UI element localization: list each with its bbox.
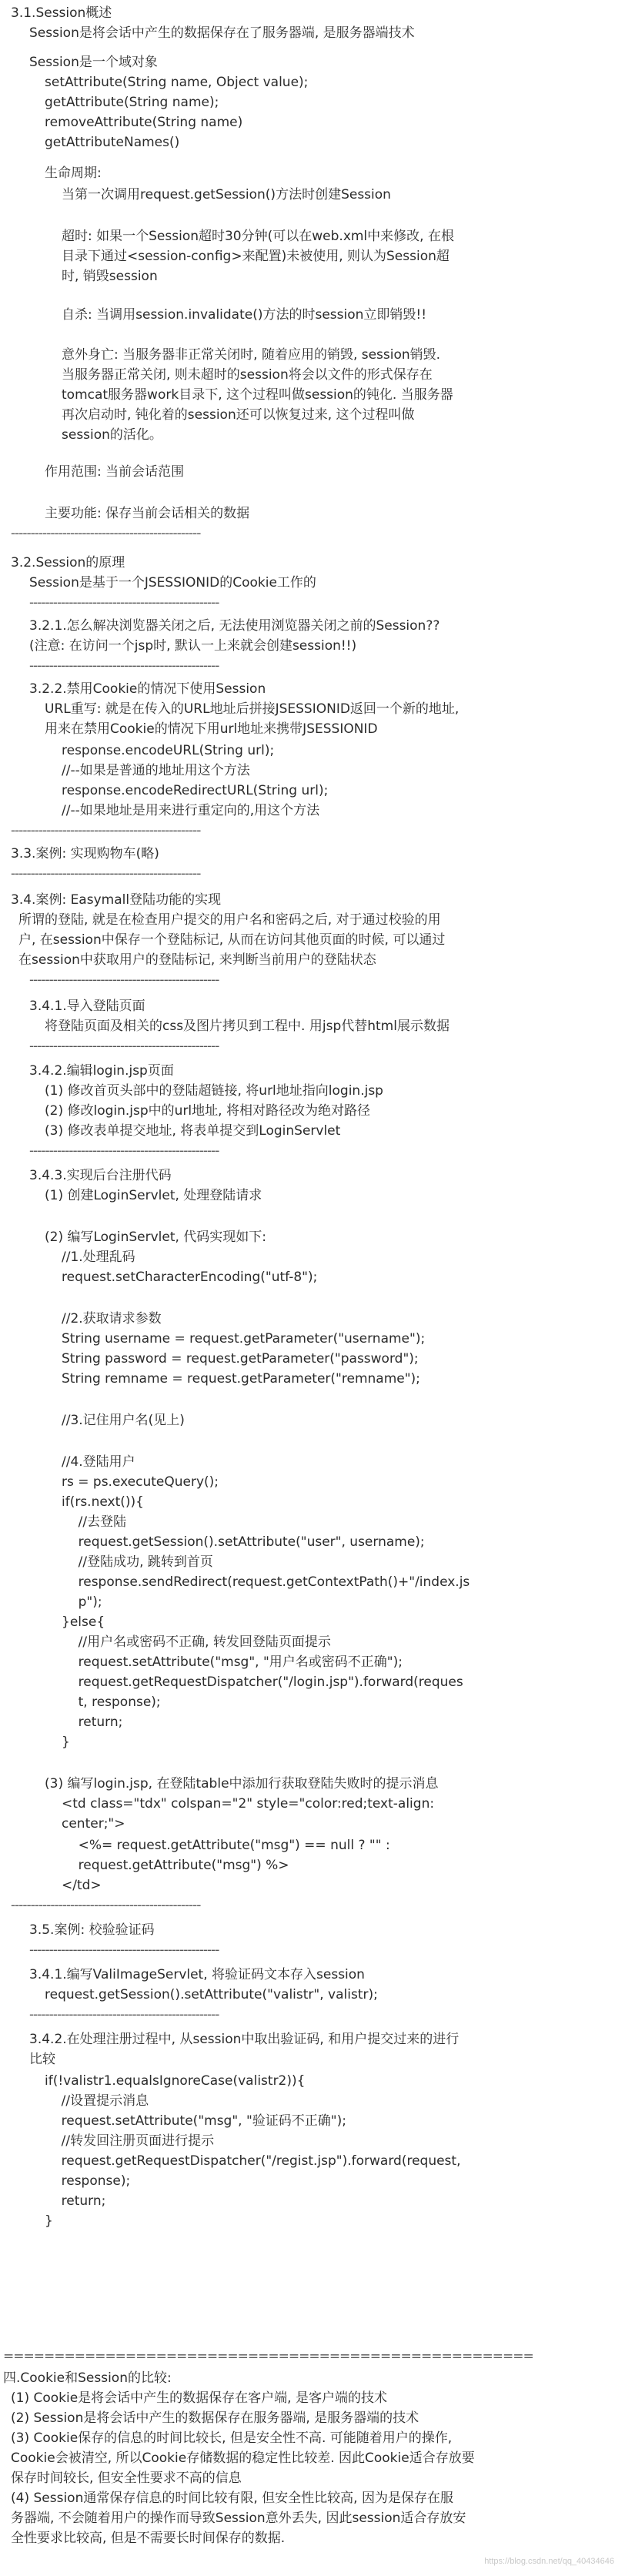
separator: ------------------------------------------------ [29, 658, 219, 674]
code-line: String password = request.getParameter("password"); [62, 1351, 419, 1367]
domain-object-heading: Session是一个域对象 [29, 55, 158, 70]
section-3-4-2-title: 3.4.2.编辑login.jsp页面 [29, 1063, 174, 1079]
step-line: (3) 编写login.jsp, 在登陆table中添加行获取登陆失败时的提示消息 [45, 1776, 439, 1791]
accident-line: tomcat服务器work目录下, 这个过程叫做session的钝化. 当服务器 [62, 387, 453, 403]
code-line: } [62, 1735, 70, 1750]
step-line: (2) 编写LoginServlet, 代码实现如下: [45, 1229, 267, 1245]
suicide-line: 自杀: 当调用session.invalidate()方法的时session立即销毁!! [62, 307, 427, 323]
method-line: getAttribute(String name); [45, 95, 219, 110]
code-line: }else{ [62, 1614, 105, 1630]
separator: ------------------------------------------------ [11, 866, 201, 882]
lifecycle-create: 当第一次调用request.getSession()方法时创建Session [62, 187, 391, 202]
code-line: //3.记住用户名(见上) [62, 1413, 185, 1428]
code-line: if(!valistr1.equalsIgnoreCase(valistr2)){ [45, 2073, 306, 2089]
timeout-line: 目录下通过<session-config>来配置)未被使用, 则认为Session超 [62, 249, 450, 264]
section-3-5-title: 3.5.案例: 校验验证码 [29, 1922, 155, 1938]
comparison-line: (1) Cookie是将会话中产生的数据保存在客户端, 是客户端的技术 [11, 2390, 387, 2406]
section-3-5-2-title: 比较 [29, 2052, 55, 2067]
code-line: //2.获取请求参数 [62, 1311, 162, 1326]
section-3-4-1-title: 3.4.1.导入登陆页面 [29, 999, 145, 1014]
encode-line: response.encodeRedirectURL(String url); [62, 783, 329, 798]
section-3-2-title: 3.2.Session的原理 [11, 555, 125, 570]
timeout-line: 超时: 如果一个Session超时30分钟(可以在web.xml中来修改, 在根 [62, 229, 454, 244]
code-line: request.setAttribute("msg", "验证码不正确"); [45, 2113, 346, 2129]
separator: ------------------------------------------------ [29, 972, 219, 988]
q321-note: (注意: 在访问一个jsp时, 默认一上来就会创建session!!) [29, 638, 357, 654]
code-line: request.setCharacterEncoding("utf-8"); [62, 1270, 318, 1285]
encode-line: //--如果地址是用来进行重定向的,用这个方法 [62, 803, 320, 818]
section-3-2-desc: Session是基于一个JSESSIONID的Cookie工作的 [29, 575, 316, 590]
separator: ------------------------------------------------ [29, 1942, 219, 1958]
accident-line: 再次启动时, 钝化着的session还可以恢复过来, 这个过程叫做 [62, 407, 415, 423]
comparison-line: Cookie会被清空, 所以Cookie存储数据的稳定性比较差. 因此Cookie适合存放要 [11, 2451, 475, 2466]
code-line: String remname = request.getParameter("remname"); [62, 1371, 420, 1387]
separator: ------------------------------------------------ [29, 1143, 219, 1159]
main-function-line: 主要功能: 保存当前会话相关的数据 [45, 506, 250, 521]
url-rewrite-line: 用来在禁用Cookie的情况下用url地址来携带JSESSIONID [45, 721, 378, 737]
accident-line: 意外身亡: 当服务器非正常关闭时, 随着应用的销毁, session销毁. [62, 347, 441, 363]
section-3-5-1-title: 3.4.1.编写ValiImageServlet, 将验证码文本存入session [29, 1967, 365, 1982]
timeout-line: 时, 销毁session [62, 269, 158, 284]
method-line: removeAttribute(String name) [45, 115, 243, 130]
jsp-line: center;"> [62, 1816, 125, 1832]
watermark: https://blog.csdn.net/qq_40434646 [484, 2557, 614, 2566]
jsp-line: <%= request.getAttribute("msg") == null ? "" : [62, 1838, 390, 1853]
jsp-line: <td class="tdx" colspan="2" style="color:red;text-align: [62, 1796, 435, 1812]
section-3-4-3-title: 3.4.3.实现后台注册代码 [29, 1168, 172, 1183]
code-line: return; [62, 1715, 123, 1730]
lifecycle-heading: 生命周期: [45, 166, 102, 181]
method-line: getAttributeNames() [45, 135, 180, 150]
section-3-5-2-title: 3.4.2.在处理注册过程中, 从session中取出验证码, 和用户提交过来的进行 [29, 2032, 460, 2047]
encode-line: //--如果是普通的地址用这个方法 [62, 763, 250, 778]
separator: ------------------------------------------------ [29, 595, 219, 611]
code-line: //设置提示消息 [45, 2093, 149, 2109]
code-line: //用户名或密码不正确, 转发回登陆页面提示 [62, 1634, 331, 1650]
edit-step: (1) 修改首页头部中的登陆超链接, 将url地址指向login.jsp [45, 1083, 383, 1099]
section-3-3-title: 3.3.案例: 实现购物车(略) [11, 846, 159, 861]
q321-line: 3.2.1.怎么解决浏览器关闭之后, 无法使用浏览器关闭之前的Session?? [29, 618, 440, 634]
code-line: request.getRequestDispatcher("/login.jsp").forward(reques [62, 1674, 463, 1690]
section-3-4-intro: 所谓的登陆, 就是在检查用户提交的用户名和密码之后, 对于通过校验的用 [18, 912, 441, 928]
section-3-4-intro: 在session中获取用户的登陆标记, 来判断当前用户的登陆状态 [18, 952, 376, 968]
jsp-line: request.getAttribute("msg") %> [62, 1858, 289, 1873]
method-line: setAttribute(String name, Object value); [45, 75, 309, 90]
code-line: //去登陆 [62, 1514, 127, 1530]
section-3-1-intro: Session是将会话中产生的数据保存在了服务器端, 是服务器端技术 [29, 25, 415, 41]
code-line: t, response); [62, 1694, 161, 1710]
comparison-line: (4) Session通常保存信息的时间比较有限, 但安全性比较高, 因为是保存在服 [11, 2491, 453, 2506]
code-line: request.setAttribute("msg", "用户名或密码不正确"); [62, 1654, 403, 1670]
code-line: return; [45, 2193, 106, 2209]
section-3-4-intro: 户, 在session中保存一个登陆标记, 从而在访问其他页面的时候, 可以通过 [18, 932, 446, 948]
scope-line: 作用范围: 当前会话范围 [45, 464, 185, 480]
accident-line: 当服务器正常关闭, 则未超时的session将会以文件的形式保存在 [62, 367, 433, 383]
q322-line: 3.2.2.禁用Cookie的情况下使用Session [29, 681, 266, 697]
separator: ------------------------------------------------ [11, 1898, 201, 1913]
code-line: request.getRequestDispatcher("/regist.jsp").forward(request, [45, 2153, 461, 2169]
comparison-line: 全性要求比较高, 但是不需要长时间保存的数据. [11, 2531, 286, 2546]
code-line: String username = request.getParameter("username"); [62, 1331, 426, 1347]
code-line: //4.登陆用户 [62, 1454, 135, 1470]
comparison-line: (3) Cookie保存的信息的时间比较长, 但是安全性不高. 可能随着用户的操作, [11, 2430, 453, 2446]
code-line: } [45, 2213, 53, 2229]
section-3-4-1-desc: 将登陆页面及相关的css及图片拷贝到工程中. 用jsp代替html展示数据 [45, 1019, 450, 1034]
edit-step: (3) 修改表单提交地址, 将表单提交到LoginServlet [45, 1123, 341, 1139]
separator: ------------------------------------------------ [11, 526, 201, 541]
code-line: rs = ps.executeQuery(); [62, 1474, 219, 1490]
edit-step: (2) 修改login.jsp中的url地址, 将相对路径改为绝对路径 [45, 1103, 370, 1119]
section-4-title: 四.Cookie和Session的比较: [3, 2370, 172, 2386]
comparison-line: 务器端, 不会随着用户的操作而导致Session意外丢失, 因此session适合存放安 [11, 2511, 466, 2526]
double-separator: ==================================================== [3, 2349, 533, 2364]
code-line: //转发回注册页面进行提示 [45, 2133, 215, 2149]
code-line: request.getSession().setAttribute("user", username); [62, 1534, 425, 1550]
separator: ------------------------------------------------ [29, 2007, 219, 2022]
step-line: (1) 创建LoginServlet, 处理登陆请求 [45, 1188, 262, 1203]
comparison-line: 保存时间较长, 但安全性要求不高的信息 [11, 2471, 242, 2486]
section-3-1-title: 3.1.Session概述 [11, 5, 112, 21]
code-line: response.sendRedirect(request.getContextPath()+"/index.js [62, 1574, 470, 1590]
code-line: if(rs.next()){ [62, 1494, 144, 1510]
jsp-line: </td> [62, 1878, 102, 1893]
code-line: response); [45, 2173, 131, 2189]
separator: ------------------------------------------------ [29, 1039, 219, 1054]
code-line: p"); [62, 1594, 102, 1610]
accident-line: session的活化。 [62, 427, 162, 443]
code-line: //登陆成功, 跳转到首页 [62, 1554, 213, 1570]
section-3-4-title: 3.4.案例: Easymall登陆功能的实现 [11, 892, 222, 908]
encode-line: response.encodeURL(String url); [62, 743, 275, 758]
code-line: request.getSession().setAttribute("valistr", valistr); [45, 1987, 378, 2002]
url-rewrite-line: URL重写: 就是在传入的URL地址后拼接JSESSIONID返回一个新的地址, [45, 701, 460, 717]
code-line: //1.处理乱码 [62, 1250, 135, 1265]
comparison-line: (2) Session是将会话中产生的数据保存在服务器端, 是服务器端的技术 [11, 2410, 419, 2426]
separator: ------------------------------------------------ [11, 823, 201, 838]
